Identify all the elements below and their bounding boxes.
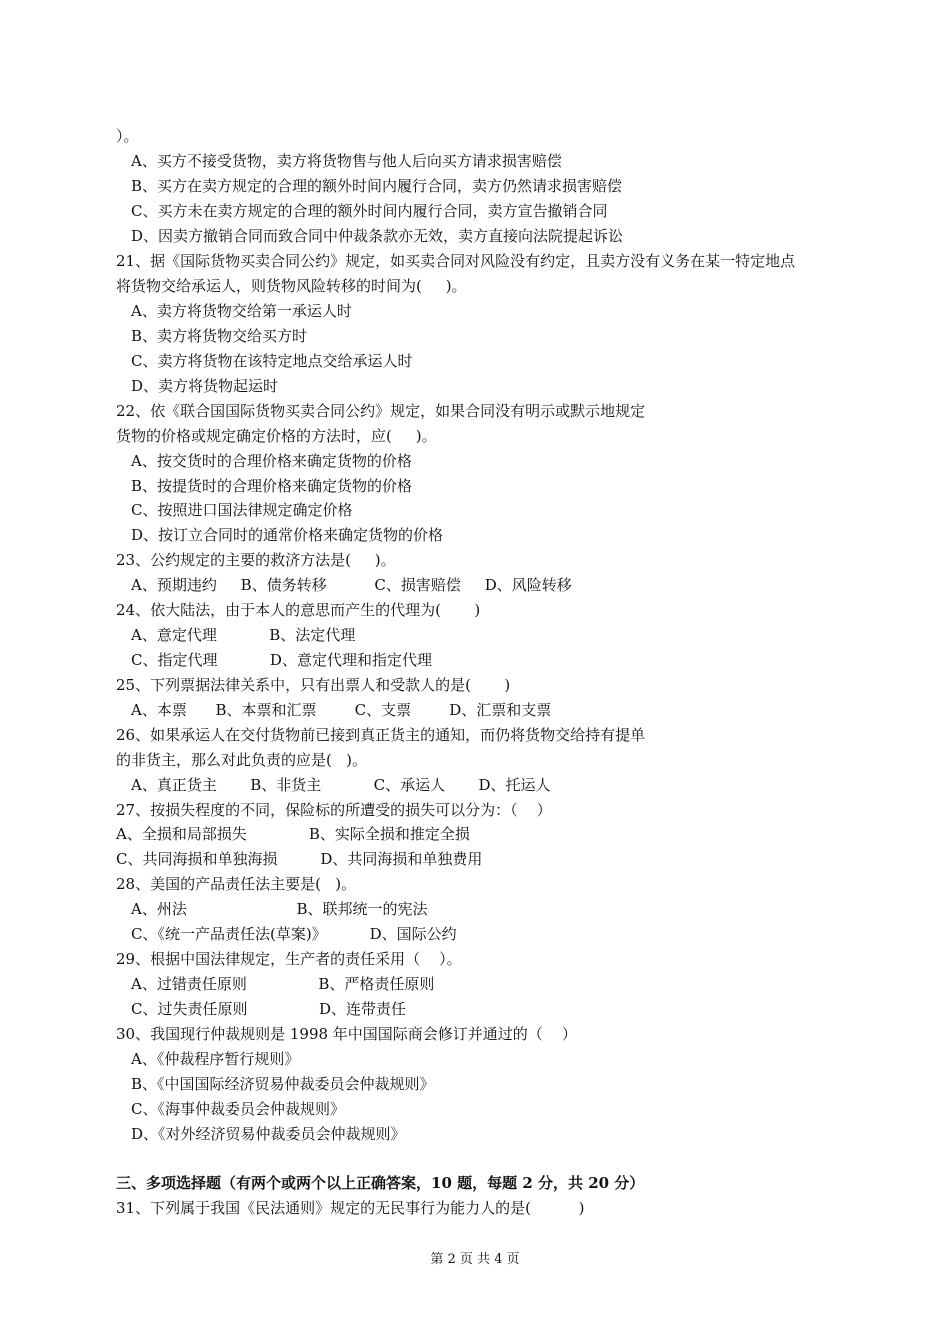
option-line: D、按订立合同时的通常价格来确定货物的价格 <box>131 526 444 544</box>
option-line: C、《海事仲裁委员会仲裁规则》 <box>131 1100 345 1118</box>
option-line: A、按交货时的合理价格来确定货物的价格 <box>131 452 412 470</box>
question-line: 22、依《联合国国际货物买卖合同公约》规定，如果合同没有明示或默示地规定 <box>116 402 646 420</box>
option-line: A、卖方将货物交给第一承运人时 <box>131 302 352 320</box>
option-line: A、全损和局部损失 B、实际全损和推定全损 <box>116 825 470 843</box>
option-line: B、卖方将货物交给买方时 <box>131 327 308 345</box>
option-line: B、按提货时的合理价格来确定货物的价格 <box>131 477 413 495</box>
option-line: C、共同海损和单独海损 D、共同海损和单独费用 <box>116 850 483 868</box>
option-line: C、卖方将货物在该特定地点交给承运人时 <box>131 352 413 370</box>
question-line: 的非货主，那么对此负责的应是( )。 <box>116 751 368 769</box>
question-line: 25、下列票据法律关系中，只有出票人和受款人的是( ) <box>116 676 511 694</box>
question-line: 27、按损失程度的不同，保险标的所遭受的损失可以分为：（ ） <box>116 801 552 819</box>
option-line: C、按照进口国法律规定确定价格 <box>131 501 353 519</box>
question-line: 29、根据中国法律规定，生产者的责任采用（ ）。 <box>116 950 462 968</box>
option-line: A、真正货主 B、非货主 C、承运人 D、托运人 <box>131 776 551 794</box>
question-line: 货物的价格或规定确定价格的方法时，应( )。 <box>116 427 437 445</box>
option-line: B、买方在卖方规定的合理的额外时间内履行合同，卖方仍然请求损害赔偿 <box>131 177 623 195</box>
option-line: B、《中国国际经济贸易仲裁委员会仲裁规则》 <box>131 1075 435 1093</box>
question-line: 30、我国现行仲裁规则是 1998 年中国国际商会修订并通过的（ ） <box>116 1025 577 1043</box>
option-line: A、《仲裁程序暂行规则》 <box>131 1050 300 1068</box>
question-line: 24、依大陆法，由于本人的意思而产生的代理为( ) <box>116 601 481 619</box>
option-line: A、过错责任原则 B、严格责任原则 <box>131 975 435 993</box>
option-line: A、意定代理 B、法定代理 <box>131 626 356 644</box>
option-line: C、《统一产品责任法(草案)》 D、国际公约 <box>131 925 457 943</box>
option-line: C、过失责任原则 D、连带责任 <box>131 1000 407 1018</box>
option-line: A、州法 B、联邦统一的宪法 <box>131 900 428 918</box>
option-line: A、买方不接受货物，卖方将货物售与他人后向买方请求损害赔偿 <box>131 152 562 170</box>
question-line: 28、美国的产品责任法主要是( )。 <box>116 875 357 893</box>
option-line: C、指定代理 D、意定代理和指定代理 <box>131 651 432 669</box>
page-footer: 第 2 页 共 4 页 <box>430 1252 520 1267</box>
text-line: ）。 <box>116 127 139 145</box>
option-line: D、因卖方撤销合同而致合同中仲裁条款亦无效，卖方直接向法院提起诉讼 <box>131 227 624 245</box>
option-line: A、本票 B、本票和汇票 C、支票 D、汇票和支票 <box>131 701 552 719</box>
question-line: 将货物交给承运人，则货物风险转移的时间为( )。 <box>116 277 467 295</box>
option-line: D、卖方将货物起运时 <box>131 377 279 395</box>
option-line: C、买方未在卖方规定的合理的额外时间内履行合同，卖方宣告撤销合同 <box>131 202 608 220</box>
question-line: 31、下列属于我国《民法通则》规定的无民事行为能力人的是( ) <box>116 1199 585 1217</box>
question-line: 26、如果承运人在交付货物前已接到真正货主的通知，而仍将货物交给持有提单 <box>116 726 646 744</box>
question-line: 23、公约规定的主要的救济方法是( )。 <box>116 551 396 569</box>
option-line: A、预期违约 B、债务转移 C、损害赔偿 D、风险转移 <box>131 576 572 594</box>
option-line: D、《对外经济贸易仲裁委员会仲裁规则》 <box>131 1125 406 1143</box>
section-heading: 三、多项选择题（有两个或两个以上正确答案，10 题，每题 2 分，共 20 分） <box>116 1174 645 1192</box>
question-line: 21、据《国际货物买卖合同公约》规定，如买卖合同对风险没有约定，且卖方没有义务在某一特定地点 <box>116 252 796 270</box>
